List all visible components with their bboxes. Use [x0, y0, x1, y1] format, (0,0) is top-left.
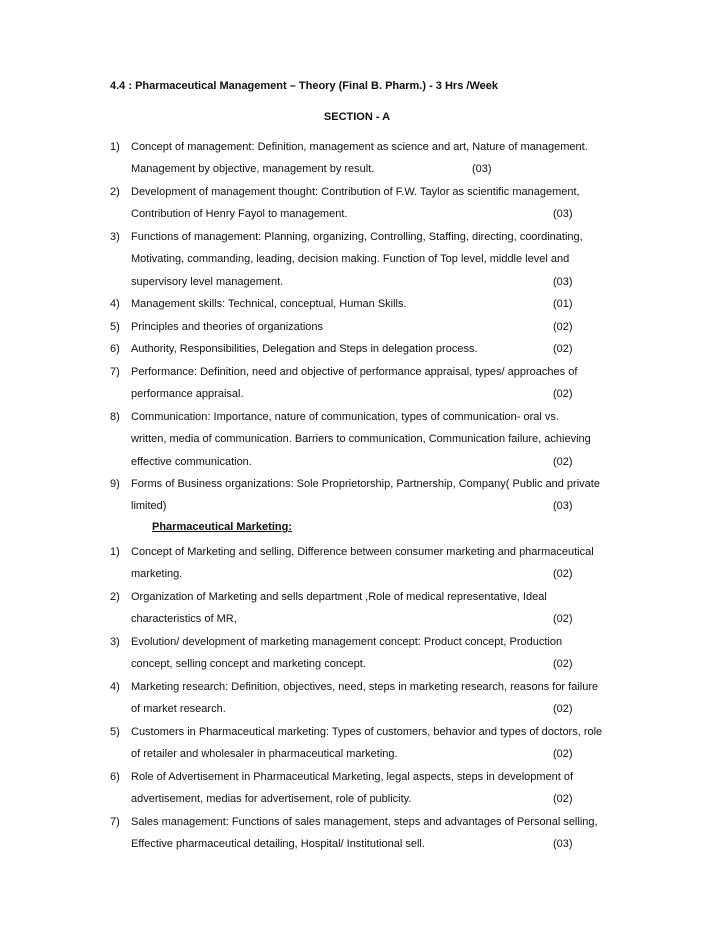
item-marks: (01) [553, 298, 573, 310]
item-marks: (02) [553, 388, 573, 401]
syllabus-heading: 4.4 : Pharmaceutical Management – Theory (Final B. Pharm.) - 3 Hrs /Week [110, 80, 498, 92]
item-text-line: supervisory level management. [131, 275, 284, 288]
item-number: 5) [110, 321, 120, 333]
item-text-line: Management skills: Technical, conceptual, Human Skills. [131, 298, 407, 310]
item-number: 9) [110, 478, 120, 490]
item-text-line: limited) [131, 500, 167, 513]
item-marks: (03) [553, 838, 573, 851]
item-number: 7) [110, 366, 120, 378]
item-text-line: Role of Advertisement in Pharmaceutical Marketing, legal aspects, steps in development of [131, 771, 574, 783]
item-text-line: Concept of management: Definition, management as science and art, Nature of management. [131, 141, 588, 153]
item-text-line: Performance: Definition, need and objective of performance appraisal, types/ approaches of [131, 366, 578, 378]
item-marks: (02) [553, 568, 573, 581]
item-text-line: of retailer and wholesaler in pharmaceutical marketing. [131, 748, 398, 761]
item-text-line: Functions of management: Planning, organizing, Controlling, Staffing, directing, coordinating, [131, 231, 583, 243]
item-number: 2) [110, 186, 120, 198]
item-marks: (03) [553, 208, 573, 221]
item-marks: (02) [553, 455, 573, 468]
item-text-line: Contribution of Henry Fayol to management. [131, 208, 348, 221]
item-text-line: Effective pharmaceutical detailing, Hospital/ Institutional sell. [131, 838, 425, 851]
item-text-line: Evolution/ development of marketing management concept: Product concept, Production [131, 636, 563, 648]
item-number: 5) [110, 726, 120, 738]
item-number: 8) [110, 411, 120, 423]
item-number: 4) [110, 298, 120, 310]
item-marks: (03) [553, 500, 573, 513]
item-text-line: written, media of communication. Barriers to communication, Communication failure, achieving [131, 433, 591, 446]
item-marks: (02) [553, 748, 573, 761]
item-text-line: Sales management: Functions of sales management, steps and advantages of Personal selling, [131, 816, 598, 828]
section-a-label: SECTION - A [323, 111, 391, 123]
item-number: 4) [110, 681, 120, 693]
item-text-line: Organization of Marketing and sells department ,Role of medical representative, Ideal [131, 591, 547, 603]
item-marks: (02) [553, 343, 573, 355]
item-text-line: Authority, Responsibilities, Delegation and Steps in delegation process. [131, 343, 478, 355]
item-text-line: Principles and theories of organizations [131, 321, 324, 333]
item-marks: (02) [553, 658, 573, 671]
item-number: 7) [110, 816, 120, 828]
item-text-line: performance appraisal. [131, 388, 244, 401]
item-marks: (02) [553, 613, 573, 626]
item-number: 6) [110, 771, 120, 783]
item-text-line: advertisement, medias for advertisement, role of publicity. [131, 793, 412, 806]
item-text-line: Communication: Importance, nature of communication, types of communication- oral vs. [131, 411, 559, 423]
item-number: 1) [110, 141, 120, 153]
item-marks: (02) [553, 793, 573, 806]
item-marks: (03) [553, 275, 573, 288]
item-number: 3) [110, 636, 120, 648]
item-text-line: Motivating, commanding, leading, decision making. Function of Top level, middle level and [131, 253, 570, 266]
item-number: 3) [110, 231, 120, 243]
item-text-line: Management by objective, management by result. [131, 163, 375, 176]
item-text-line: of market research. [131, 703, 226, 716]
marketing-subheading: Pharmaceutical Marketing: [152, 521, 292, 533]
item-text-line: Concept of Marketing and selling, Difference between consumer marketing and pharmaceutical [131, 546, 594, 558]
item-number: 6) [110, 343, 120, 355]
item-text-line: Development of management thought: Contribution of F.W. Taylor as scientific management, [131, 186, 580, 198]
item-text-line: Forms of Business organizations: Sole Proprietorship, Partnership, Company( Public and private [131, 478, 600, 490]
item-number: 1) [110, 546, 120, 558]
item-text-line: characteristics of MR, [131, 613, 237, 626]
item-marks: (02) [553, 321, 573, 333]
item-marks: (03) [472, 163, 492, 176]
item-text-line: effective communication. [131, 455, 252, 468]
item-number: 2) [110, 591, 120, 603]
item-text-line: marketing. [131, 568, 183, 581]
item-text-line: concept, selling concept and marketing concept. [131, 658, 366, 671]
item-text-line: Marketing research: Definition, objectives, need, steps in marketing research, reasons for failure [131, 681, 599, 693]
item-text-line: Customers in Pharmaceutical marketing: Types of customers, behavior and types of doctors, role [131, 726, 603, 738]
section-a-title [0, 111, 728, 123]
item-marks: (02) [553, 703, 573, 716]
